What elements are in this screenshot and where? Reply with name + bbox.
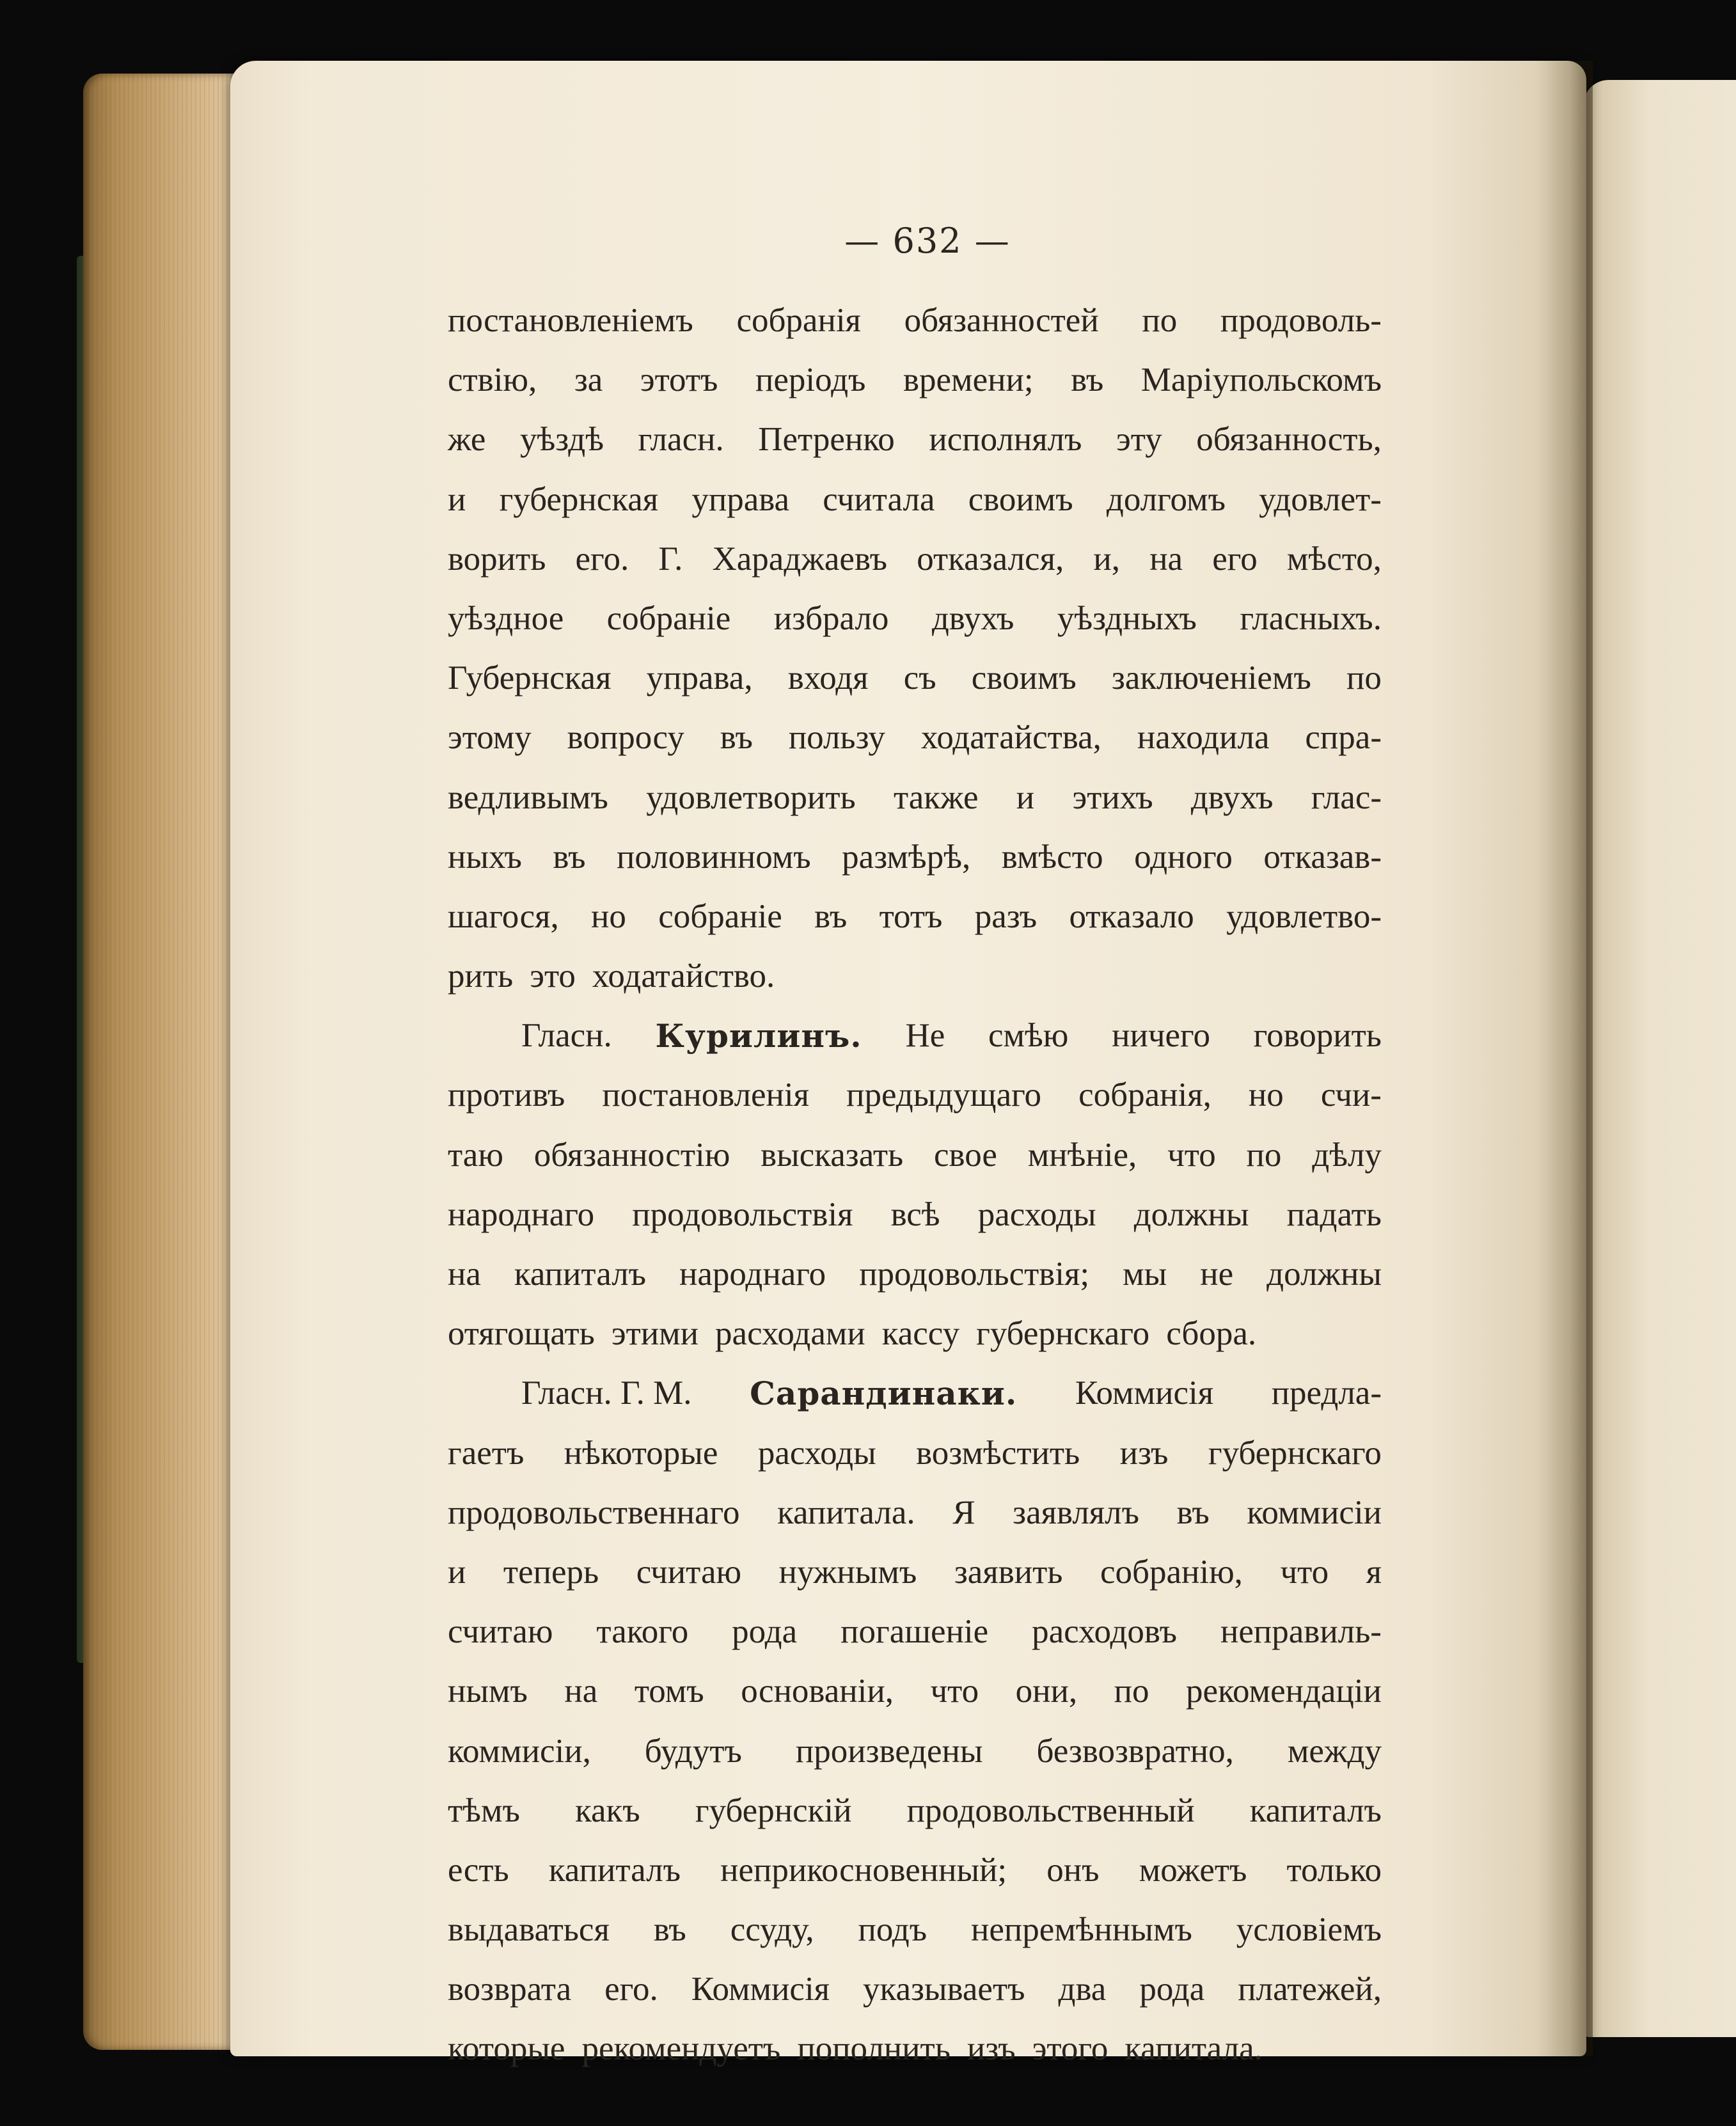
word: свое (934, 1136, 997, 1174)
word: высказать (761, 1136, 904, 1174)
word: какъ (575, 1791, 640, 1829)
word: возврата (448, 1971, 572, 2008)
text-line (448, 1900, 1382, 1960)
word: всѣ (890, 1195, 940, 1233)
word: же (448, 421, 486, 459)
word: капиталъ (548, 1851, 681, 1889)
word: по (1142, 302, 1178, 339)
word: уѣздныхъ (1057, 599, 1197, 637)
word: по (1114, 1673, 1149, 1710)
word: непремѣннымъ (971, 1911, 1192, 1949)
word: тотъ (879, 897, 943, 935)
word: продовольствія (632, 1195, 853, 1233)
word: гласныхъ. (1240, 599, 1382, 637)
word: этихъ (1072, 778, 1153, 816)
word: этого (1032, 2030, 1109, 2068)
word: ходатайства, (920, 719, 1101, 757)
text-line (448, 1304, 1382, 1364)
word: рить (448, 957, 514, 995)
word: Петренко (758, 421, 895, 459)
word: этими (611, 1315, 699, 1353)
word: изъ (1119, 1434, 1169, 1472)
word: рекомендаціи (1185, 1673, 1382, 1710)
word: въ (1176, 1493, 1210, 1531)
word: обязанностію (533, 1136, 730, 1174)
text-line (448, 1722, 1382, 1781)
word: своимъ (971, 659, 1077, 697)
word: уѣздное (448, 599, 564, 637)
word: отягощать (448, 1315, 595, 1353)
text-line (448, 1066, 1382, 1125)
word: отказало (1069, 897, 1194, 935)
word: тѣмъ (448, 1791, 520, 1829)
word: Маріупольскомъ (1140, 361, 1382, 399)
word: Я (952, 1493, 975, 1531)
word: ведливымъ (448, 778, 608, 816)
word: на (564, 1673, 598, 1710)
word: но (1248, 1076, 1284, 1114)
word: ходатайство. (592, 957, 775, 995)
word: капиталъ (514, 1256, 647, 1293)
word: капитала. (1124, 2030, 1263, 2068)
word: губернскій (695, 1791, 852, 1829)
word: Хараджаевъ (712, 540, 888, 578)
text-line (448, 768, 1382, 828)
word: расходы (977, 1195, 1096, 1233)
word: продовольственный (906, 1791, 1195, 1829)
word: такого (596, 1613, 689, 1651)
word: капитала. (777, 1493, 915, 1531)
word: въ (1071, 361, 1104, 399)
word: падать (1286, 1195, 1382, 1233)
word: народнаго (448, 1195, 595, 1233)
word: въ (653, 1911, 686, 1949)
text-line (448, 291, 1382, 350)
word: по (1246, 1136, 1282, 1174)
word: ворить (448, 540, 546, 578)
text-line (448, 350, 1382, 410)
next-page-edge (1583, 80, 1736, 2037)
word: уѣздѣ (520, 421, 604, 459)
word: должны (1266, 1256, 1382, 1293)
word: въ (553, 838, 586, 876)
word: и (1016, 778, 1035, 816)
word: что (930, 1673, 979, 1710)
word: продовольствія; (859, 1256, 1090, 1293)
word: размѣрѣ, (842, 838, 971, 876)
word: его. (604, 1971, 658, 2008)
word: одного (1134, 838, 1233, 876)
word: продовольственнаго (448, 1493, 740, 1531)
word: этому (448, 719, 532, 757)
word: и (448, 1553, 466, 1591)
word: двухъ (931, 599, 1014, 637)
word: рода (732, 1613, 798, 1651)
word: въ (814, 897, 848, 935)
word: противъ (448, 1076, 565, 1114)
word: кассу (881, 1315, 960, 1353)
word: по (1346, 659, 1382, 697)
word: не (1200, 1256, 1234, 1293)
speaker-prefix: Гласн. Г. М. (521, 1374, 692, 1412)
word: таю (448, 1136, 503, 1174)
word: условіемъ (1236, 1911, 1382, 1949)
word: эту (1116, 421, 1162, 459)
word: предыдущаго (846, 1076, 1042, 1114)
word: расходами (715, 1315, 865, 1353)
word: губернскаго (1208, 1434, 1382, 1472)
word: своимъ (968, 480, 1073, 518)
word: коммисіи, (448, 1732, 591, 1770)
word: продоволь- (1220, 302, 1382, 339)
word: собраніе (606, 599, 731, 637)
text-line (448, 1185, 1382, 1245)
text-line (448, 530, 1382, 589)
word: ствію, (448, 361, 537, 399)
word: я (1366, 1553, 1382, 1591)
word: томъ (634, 1673, 704, 1710)
word: считаю (448, 1613, 553, 1651)
word: считаю (636, 1553, 742, 1591)
word: основаніи, (741, 1673, 894, 1710)
word: въ (720, 719, 753, 757)
word: его (1212, 540, 1258, 578)
word: губернская (499, 480, 659, 518)
word: собраніе (658, 897, 782, 935)
word: погашеніе (840, 1613, 989, 1651)
word: мнѣніе, (1027, 1136, 1137, 1174)
word: мѣсто, (1286, 540, 1382, 578)
text-line (448, 1245, 1382, 1304)
word: постановленіемъ (448, 302, 693, 339)
word: удовлетворить (646, 778, 856, 816)
word: изъ (967, 2030, 1016, 2068)
speaker-name: Сарандинаки. (750, 1374, 1018, 1413)
word: за (574, 361, 603, 399)
word: сбора. (1166, 1315, 1257, 1353)
word: заявить (954, 1553, 1063, 1591)
word: дѣлу (1312, 1136, 1382, 1174)
word: долгомъ (1106, 480, 1226, 518)
text-line (448, 1364, 1382, 1423)
word: вопросу (567, 719, 684, 757)
word: заявлялъ (1013, 1493, 1140, 1531)
gutter-shadow (1535, 61, 1593, 2056)
word: спра- (1305, 719, 1382, 757)
word: только (1286, 1851, 1382, 1889)
word: двухъ (1190, 778, 1274, 816)
word: возмѣстить (916, 1434, 1080, 1472)
word: но (591, 897, 626, 935)
text-line (448, 947, 1382, 1006)
word: входя (787, 659, 869, 697)
text-line (448, 649, 1382, 708)
word: на (448, 1256, 481, 1293)
word: вмѣсто (1001, 838, 1103, 876)
word: неправиль- (1220, 1613, 1382, 1651)
word: рекомендуетъ (581, 2030, 781, 2068)
word: исполнялъ (929, 421, 1082, 459)
word: платежей, (1238, 1971, 1382, 2008)
word: удовлетво- (1226, 897, 1382, 935)
word: ничего (1112, 1017, 1210, 1055)
word: управа (691, 480, 790, 518)
word: теперь (503, 1553, 599, 1591)
word: собранія (736, 302, 861, 339)
word: Г. (658, 540, 683, 578)
word: считала (823, 480, 935, 518)
word: также (893, 778, 979, 816)
word: собранія, (1078, 1076, 1211, 1114)
text-line (448, 1781, 1382, 1841)
word: Коммисія (1075, 1374, 1214, 1412)
word: пользу (788, 719, 885, 757)
word: отказался, (917, 540, 1064, 578)
text-line (448, 1602, 1382, 1662)
text-line (448, 2019, 1382, 2079)
text-line (448, 1424, 1382, 1483)
body-text (448, 291, 1382, 2079)
word: избрало (773, 599, 889, 637)
text-line (448, 470, 1382, 530)
text-line (448, 589, 1382, 649)
text-line (448, 1841, 1382, 1900)
word: обязанность, (1196, 421, 1382, 459)
word: пополнить (797, 2030, 951, 2068)
text-line (448, 1126, 1382, 1185)
text-line (448, 887, 1382, 947)
word: ныхъ (448, 838, 522, 876)
word: это (530, 957, 576, 995)
word: которые (448, 2030, 565, 2068)
word: времени; (903, 361, 1034, 399)
word: счи- (1320, 1076, 1382, 1114)
word: шагося, (448, 897, 559, 935)
word: капиталъ (1249, 1791, 1382, 1829)
word: рода (1139, 1971, 1205, 2008)
text-line (448, 708, 1382, 768)
word: заключеніемъ (1111, 659, 1311, 697)
word: смѣю (988, 1017, 1069, 1055)
speaker-prefix: Гласн. (521, 1017, 612, 1055)
word: между (1287, 1732, 1382, 1770)
word: предла- (1271, 1374, 1382, 1412)
word: неприкосновенный; (720, 1851, 1007, 1889)
word: что (1280, 1553, 1329, 1591)
word: будутъ (644, 1732, 742, 1770)
word: есть (448, 1851, 509, 1889)
word: должны (1133, 1195, 1249, 1233)
word: находила (1137, 719, 1270, 757)
word: онъ (1046, 1851, 1100, 1889)
text-line (448, 410, 1382, 469)
word: постановленія (602, 1076, 810, 1114)
word: указываетъ (863, 1971, 1025, 2008)
text-line (448, 1483, 1382, 1543)
word: коммисіи (1247, 1493, 1382, 1531)
word: управа, (646, 659, 753, 697)
word: Не (905, 1017, 945, 1055)
word: съ (903, 659, 936, 697)
word: этотъ (640, 361, 718, 399)
word: разъ (974, 897, 1038, 935)
text-line (448, 1960, 1382, 2019)
word: обязанностей (904, 302, 1099, 339)
word: на (1149, 540, 1183, 578)
text-line (448, 828, 1382, 887)
word: выдаваться (448, 1911, 610, 1949)
word: ссуду, (730, 1911, 814, 1949)
word: его. (575, 540, 629, 578)
word: нымъ (448, 1673, 528, 1710)
word: подъ (858, 1911, 927, 1949)
word: расходовъ (1032, 1613, 1178, 1651)
speaker-name: Курилинъ. (655, 1017, 862, 1055)
word: глас- (1311, 778, 1382, 816)
word: можетъ (1139, 1851, 1247, 1889)
word: удовлет- (1259, 480, 1382, 518)
word: нѣкоторые (564, 1434, 718, 1472)
word: гаетъ (448, 1434, 525, 1472)
word: два (1058, 1971, 1107, 2008)
word: и (448, 480, 466, 518)
word: они, (1015, 1673, 1078, 1710)
word: произведены (795, 1732, 983, 1770)
word: народнаго (679, 1256, 826, 1293)
word: говорить (1253, 1017, 1382, 1055)
word: отказав- (1263, 838, 1382, 876)
word: мы (1123, 1256, 1167, 1293)
word: Коммисія (691, 1971, 830, 2008)
text-line (448, 1543, 1382, 1602)
word: гласн. (638, 421, 724, 459)
word: Губернская (448, 659, 612, 697)
word: половинномъ (617, 838, 811, 876)
word: что (1167, 1136, 1216, 1174)
word: расходы (757, 1434, 876, 1472)
text-line (448, 1662, 1382, 1721)
text-line (448, 1006, 1382, 1066)
word: безвозвратно, (1036, 1732, 1234, 1770)
word: нужнымъ (778, 1553, 917, 1591)
word: и, (1093, 540, 1121, 578)
page-number: — 632 — (844, 221, 1011, 261)
word: періодъ (755, 361, 866, 399)
word: губернскаго (976, 1315, 1150, 1353)
word: собранію, (1100, 1553, 1243, 1591)
